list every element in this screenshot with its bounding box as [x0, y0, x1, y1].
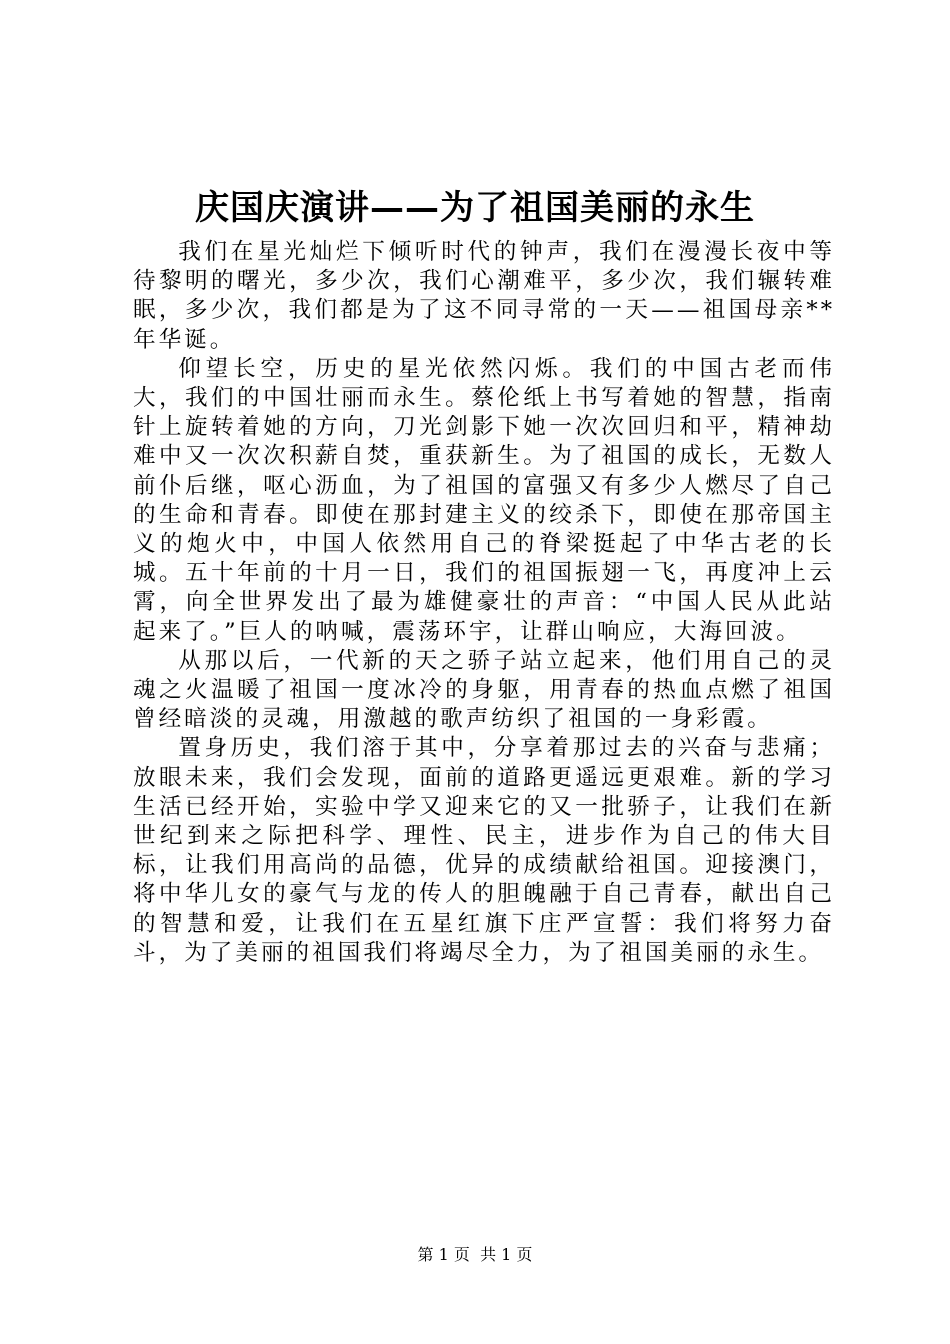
document-title: 庆国庆演讲——为了祖国美丽的永生 [195, 188, 755, 228]
document-body [133, 238, 835, 968]
paragraph-3: 从那以后，一代新的天之骄子站立起来，他们用自己的灵魂之火温暖了祖国一度冰冷的身躯，用青春的热血点燃了祖国曾经暗淡的灵魂，用激越的歌声纺织了祖国的一身彩霞。 [133, 647, 835, 733]
paragraph-2: 仰望长空，历史的星光依然闪烁。我们的中国古老而伟大，我们的中国壮丽而永生。蔡伦纸上书写着她的智慧，指南针上旋转着她的方向，刀光剑影下她一次次回归和平，精神劫难中又一次次积薪自焚，重获新生。为了祖国的成长，无数人前仆后继，呕心沥血，为了祖国的富强又有多少人燃尽了自己的生命和青春。即使在那封建主义的绞杀下，即使在那帝国主义的炮火中，中国人依然用自己的脊梁挺起了中华古老的长城。五十年前的十月一日，我们的祖国振翅一飞，再度冲上云霄，向全世界发出了最为雄健豪壮的声音：“中国人民从此站起来了。”巨人的呐喊，震荡环宇，让群山响应，大海回波。 [133, 355, 835, 645]
paragraph-4: 置身历史，我们溶于其中，分享着那过去的兴奋与悲痛；放眼未来，我们会发现，面前的道路更遥远更艰难。新的学习生活已经开始，实验中学又迎来它的又一批骄子，让我们在新世纪到来之际把科学、理性、民主，进步作为自己的伟大目标，让我们用高尚的品德，优异的成绩献给祖国。迎接澳门，将中华儿女的豪气与龙的传人的胆魄融于自己青春，献出自己的智慧和爱，让我们在五星红旗下庄严宣誓：我们将努力奋斗，为了美丽的祖国我们将竭尽全力，为了祖国美丽的永生。 [133, 735, 835, 966]
page-number-footer: 第 1 页 共 1 页 [417, 1245, 533, 1264]
paragraph-1: 我们在星光灿烂下倾听时代的钟声，我们在漫漫长夜中等待黎明的曙光，多少次，我们心潮难平，多少次，我们辗转难眠，多少次，我们都是为了这不同寻常的一天——祖国母亲**年华诞。 [133, 239, 835, 353]
